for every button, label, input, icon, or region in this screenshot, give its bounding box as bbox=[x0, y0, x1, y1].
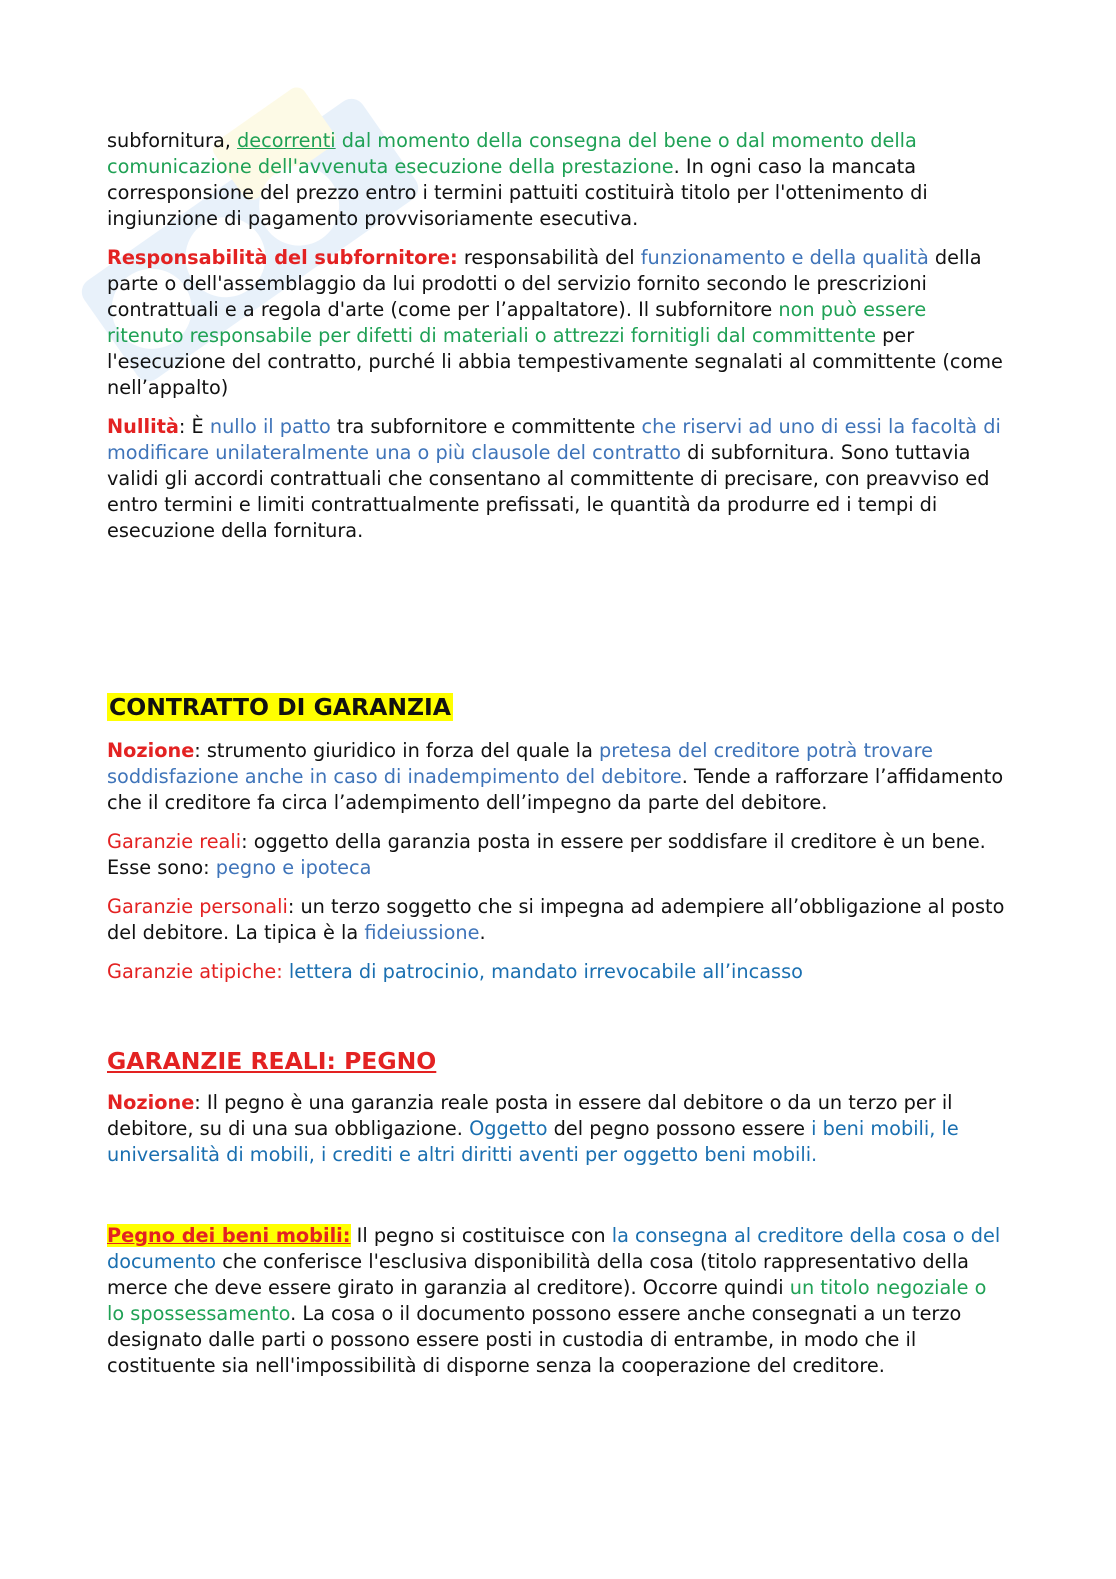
paragraph-responsabilita bbox=[107, 245, 1007, 401]
label-garanzie-reali: Garanzie reali bbox=[107, 830, 242, 853]
text: . La cosa o il documento possono essere anche consegnati a un terzo designato dalle parti o possono essere posti in custodia di entrambe, in modo che il costituente sia nell'impossibilità di disporne senza la cooperazione del creditore. bbox=[107, 1302, 962, 1377]
text: . bbox=[479, 921, 486, 944]
text-highlight-blue: Oggetto bbox=[469, 1117, 548, 1140]
text-highlight-blue: nullo il patto bbox=[209, 415, 331, 438]
paragraph-nullita bbox=[107, 414, 1007, 544]
paragraph-pegno-beni-mobili bbox=[107, 1223, 1007, 1379]
text: tra subfornitore e committente bbox=[330, 415, 642, 438]
text-highlight-blue: funzionamento e della qualità bbox=[640, 246, 929, 269]
paragraph-garanzie-personali bbox=[107, 894, 1007, 946]
text-highlight-blue: la consegna al creditore della cosa o del documento bbox=[107, 1224, 1001, 1273]
text: del pegno possono essere bbox=[547, 1117, 812, 1140]
label-nozione: Nozione bbox=[107, 1091, 195, 1114]
text: di subfornitura. Sono tuttavia validi gli accordi contrattuali che consentano al committente di precisare, con preavviso ed entro termini e limiti contrattualmente prefissati, le quantità da produrre ed i tempi di esecuzione della fornitura. bbox=[107, 441, 990, 542]
text: . In ogni caso la mancata corresponsione del prezzo entro i termini pattuiti costituirà titolo per l'ottenimento di ingiunzione di pagamento provvisoriamente esecutiva. bbox=[107, 155, 928, 230]
paragraph-nozione-garanzia bbox=[107, 738, 1007, 816]
text-highlight-blue: che riservi ad uno di essi la facoltà di modificare unilateralmente una o più clausole del contratto bbox=[107, 415, 1001, 464]
label-pegno-beni-mobili: Pegno dei beni mobili: bbox=[107, 1224, 351, 1247]
label-responsabilita: Responsabilità del subfornitore: bbox=[107, 246, 458, 269]
paragraph-nozione-pegno bbox=[107, 1090, 1007, 1168]
text: : strumento giuridico in forza del quale la bbox=[194, 739, 600, 762]
paragraph-subfornitura-pagamento bbox=[107, 128, 1007, 232]
label-garanzie-personali: Garanzie personali bbox=[107, 895, 288, 918]
text-highlight-blue: pretesa del creditore potrà trovare soddisfazione anche in caso di inadempimento del debitore bbox=[107, 739, 933, 788]
label-nozione: Nozione bbox=[107, 739, 195, 762]
text: : un terzo soggetto che si impegna ad adempiere all’obbligazione al posto del debitore. La tipica è la bbox=[107, 895, 1005, 944]
text-highlight-blue: fideiussione bbox=[364, 921, 480, 944]
text: che conferisce l'esclusiva disponibilità della cosa (titolo rappresentativo della merce che deve essere girato in garanzia al creditore). Occorre quindi bbox=[107, 1250, 969, 1299]
text-highlight-blue: lettera di patrocinio, mandato irrevocabile all’incasso bbox=[282, 960, 803, 983]
document-page bbox=[107, 128, 1007, 1392]
text-highlight-blue: i beni mobili, le universalità di mobili, i crediti e altri diritti aventi per oggetto beni mobili. bbox=[107, 1117, 959, 1166]
heading-text: CONTRATTO DI GARANZIA bbox=[109, 693, 451, 721]
text-highlight-green: un titolo negoziale o lo spossessamento bbox=[107, 1276, 987, 1325]
text: : Il pegno è una garanzia reale posta in essere dal debitore o da un terzo per il debitore, su di una sua obbligazione. bbox=[107, 1091, 953, 1140]
text: della parte o dell'assemblaggio da lui prodotti o del servizio fornito secondo le prescrizioni contrattuali e a regola d'arte (come per l’appaltatore). Il subfornitore bbox=[107, 246, 982, 321]
text: : È bbox=[178, 415, 210, 438]
text-highlight-green: dal momento della consegna del bene o dal momento della comunicazione dell'avvenuta esecuzione della prestazione bbox=[107, 129, 917, 178]
text: . Tende a rafforzare l’affidamento che il creditore fa circa l’adempimento dell’impegno da parte del debitore. bbox=[107, 765, 1004, 814]
paragraph-garanzie-reali bbox=[107, 829, 1007, 881]
text: per l'esecuzione del contratto, purché li abbia tempestivamente segnalati al committente (come nell’appalto) bbox=[107, 324, 1003, 399]
heading-garanzie-reali-pegno bbox=[107, 1046, 1007, 1076]
paragraph-garanzie-atipiche bbox=[107, 959, 1007, 985]
label-garanzie-atipiche: Garanzie atipiche: bbox=[107, 960, 283, 983]
text-decorrenti: decorrenti bbox=[237, 129, 336, 152]
text: responsabilità del bbox=[457, 246, 641, 269]
label-nullita: Nullità bbox=[107, 415, 179, 438]
text: : oggetto della garanzia posta in essere per soddisfare il creditore è un bene. Esse sono: bbox=[107, 830, 986, 879]
text-highlight-green: non può essere ritenuto responsabile per difetti di materiali o attrezzi fornitigli dal committente bbox=[107, 298, 927, 347]
heading-text: GARANZIE REALI: PEGNO bbox=[107, 1047, 437, 1075]
text-highlight-blue: pegno e ipoteca bbox=[215, 856, 372, 879]
text: subfornitura, bbox=[107, 129, 238, 152]
heading-contratto-garanzia bbox=[107, 692, 1007, 722]
text: Il pegno si costituisce con bbox=[350, 1224, 612, 1247]
